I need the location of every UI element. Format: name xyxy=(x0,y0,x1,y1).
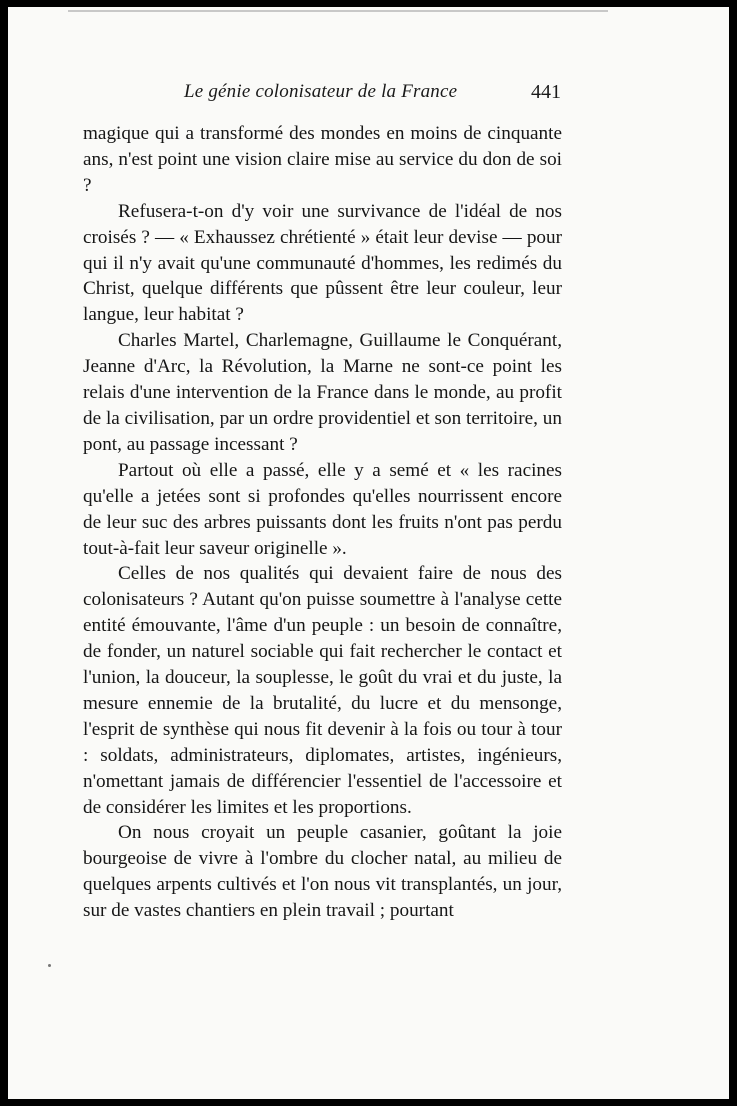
running-title: Le génie colonisateur de la France xyxy=(184,81,458,102)
margin-speck xyxy=(48,964,51,967)
page-number: 441 xyxy=(531,81,561,103)
scan-edge-mark xyxy=(68,10,608,12)
paragraph-3: Charles Martel, Charlemagne, Guillaume le Conquérant, Jeanne d'Arc, la Révolution, la Marne ne sont-ce point les relais d'une intervention de la France dans le monde, au profit de la civilisation, par un ordre providentiel et son territoire, un pont, au passage incessant ? xyxy=(83,330,562,455)
book-page xyxy=(8,7,729,1099)
paragraph-4: Partout où elle a passé, elle y a semé et « les racines qu'elle a jetées sont si profondes qu'elles nourrissent encore de leur suc des arbres puissants dont les fruits n'ont pas perdu tout-à-fait leur saveur originelle ». xyxy=(83,459,562,559)
page-header xyxy=(84,77,584,107)
paragraph-6: On nous croyait un peuple casanier, goûtant la joie bourgeoise de vivre à l'ombre du clocher natal, au milieu de quelques arpents cultivés et l'on nous vit transplantés, un jour, sur de vastes chantiers en plein travail ; pourtant xyxy=(83,822,562,922)
paragraph-1: magique qui a transformé des mondes en moins de cinquante ans, n'est point une vision claire mise au service du don de soi ? xyxy=(83,123,562,196)
paragraph-2: Refusera-t-on d'y voir une survivance de l'idéal de nos croisés ? — « Exhaussez chrétienté » était leur devise — pour qui il n'y avait qu'une communauté d'hommes, les redimés du Christ, quelque différents que pûssent être leur couleur, leur langue, leur habitat ? xyxy=(83,200,562,326)
body-text xyxy=(83,121,562,924)
paragraph-5: Celles de nos qualités qui devaient faire de nous des colonisateurs ? Autant qu'on puisse soumettre à l'analyse cette entité émouvante, l'âme d'un peuple : un besoin de connaître, de fonder, un naturel sociable qui fait rechercher le contact et l'union, la douceur, la souplesse, le goût du vrai et du juste, la mesure ennemie de la brutalité, du lucre et du mensonge, l'esprit de synthèse qui nous fit devenir à la fois ou tour à tour : soldats, administrateurs, diplomates, artistes, ingénieurs, n'omettant jamais de différencier l'essentiel de l'accessoire et de considérer les limites et les proportions. xyxy=(83,563,562,818)
